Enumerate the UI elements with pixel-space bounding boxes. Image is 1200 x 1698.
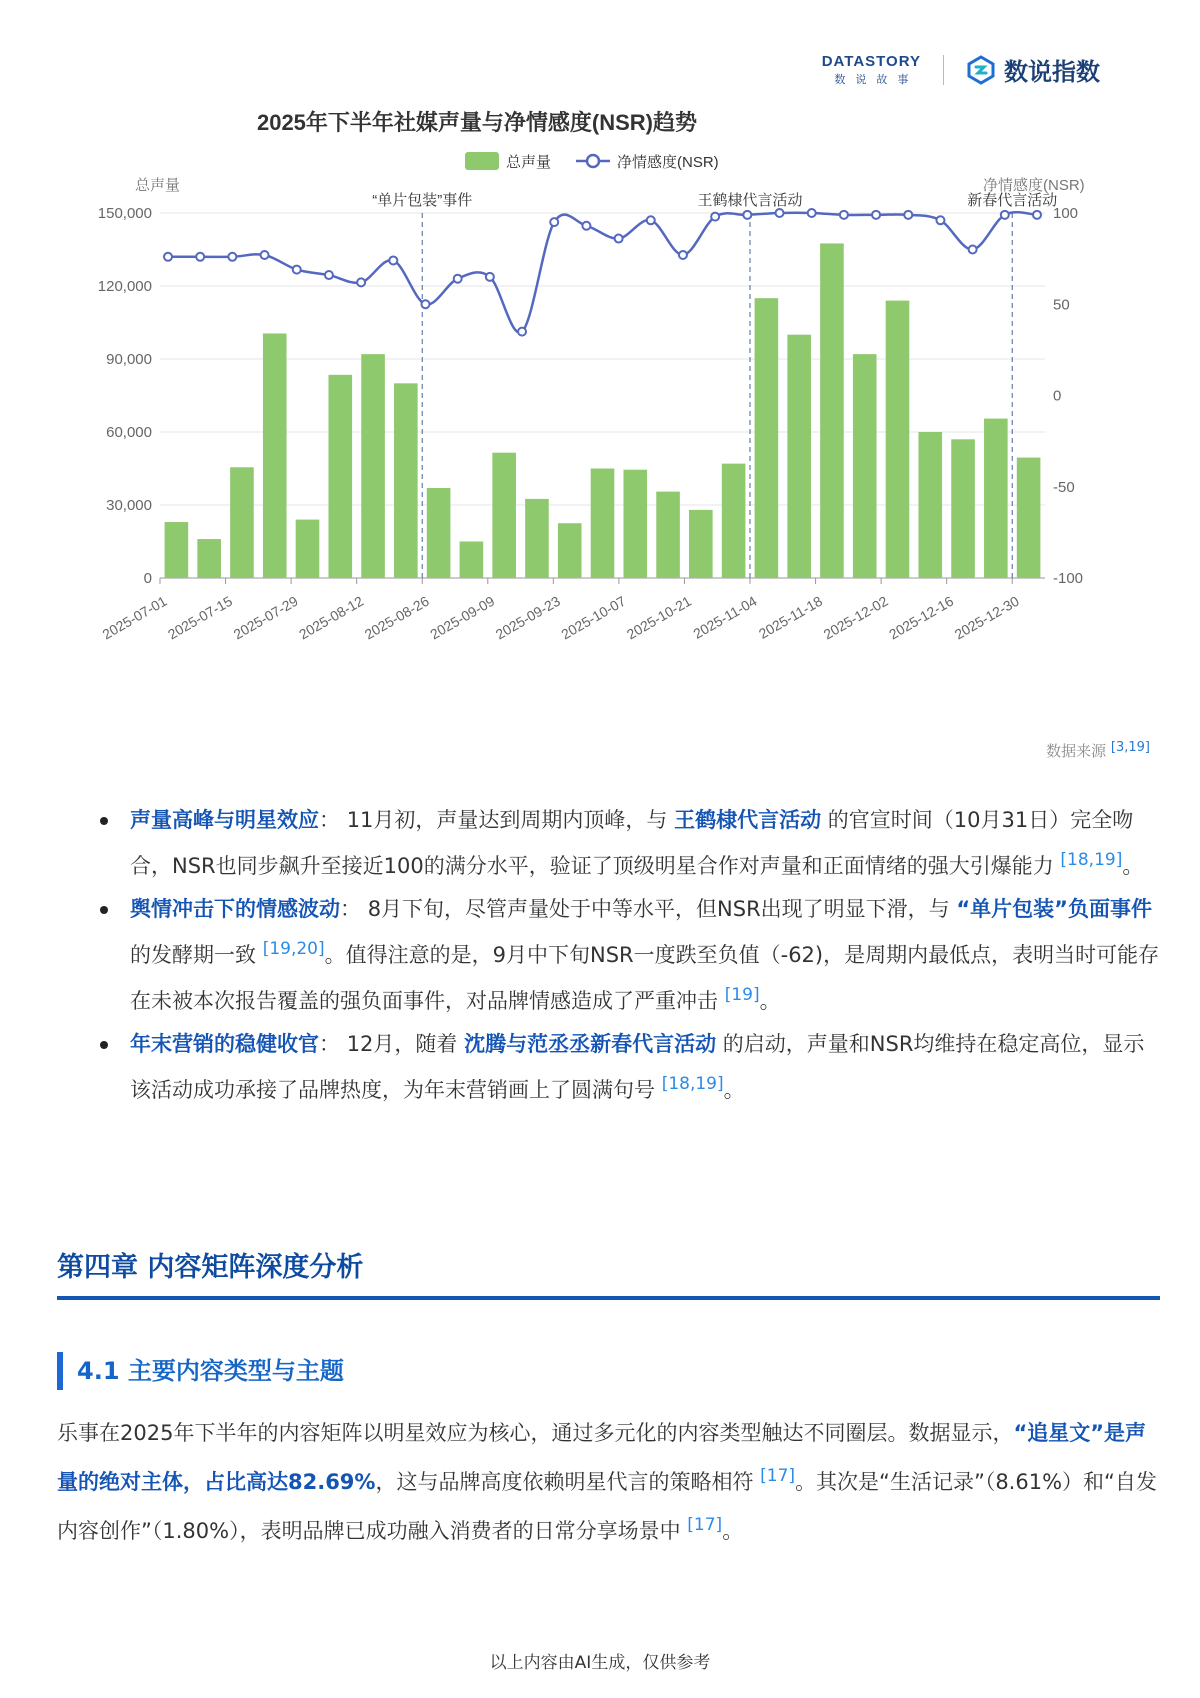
x-tick-label: 2025-08-12 [296,592,367,643]
y-tick-label-left: 60,000 [106,424,152,441]
y-tick-label-left: 0 [143,570,152,587]
bullet-title: 声量高峰与明星效应 [130,808,319,832]
nsr-point [647,216,655,224]
list-item [100,1024,1160,1110]
para-text: ，这与品牌高度依赖明星代言的策略相符 [375,1470,754,1494]
nsr-point [293,266,301,274]
nsr-point [1001,211,1009,219]
nsr-point [518,328,526,336]
bullet-text: 。值得注意的是，9月中下旬NSR一度跌至负值（-62)，是周期内最低点，表明当时可能存在未被本次报告覆盖的强负面事件，对品牌情感造成了严重冲击 [130,943,1160,1013]
nsr-point [1033,211,1041,219]
bullet-text: 。 [759,989,781,1013]
bar [197,539,221,578]
bullet-text: 11月初，声量达到周期内顶峰，与 [346,808,668,832]
x-tick-label: 2025-10-21 [623,592,694,643]
bar [361,354,385,578]
brand-name: 数说指数 [1004,58,1100,86]
nsr-point [454,275,462,283]
brand [966,52,1100,87]
nsr-point [872,211,880,219]
citation-link[interactable]: [19,20] [262,939,325,959]
x-tick-label: 2025-12-02 [820,592,891,643]
x-tick-label: 2025-09-09 [427,592,498,643]
bar [886,301,910,578]
header-divider [943,55,944,85]
bar [951,439,975,578]
y-tick-label-right: 0 [1053,387,1062,405]
nsr-point [164,253,172,261]
bullet-text: 8月下旬，尽管声量处于中等水平，但NSR出现了明显下滑，与 [367,897,950,921]
bar [558,523,582,578]
citation-link[interactable]: [19] [724,985,760,1005]
body-paragraph [57,1412,1162,1553]
bar [623,470,647,578]
bullet-title: 年末营销的稳健收官 [130,1032,319,1056]
para-text: 乐事在2025年下半年的内容矩阵以明星效应为核心，通过多元化的内容类型触达不同圈层。数据显示， [57,1421,1014,1445]
x-tick-label: 2025-10-07 [558,592,629,643]
legend-line-marker [587,155,599,167]
bar [427,488,451,578]
para-text: 。其次是“生活记录”（8.61%）和“自发内容创作”（1.80%），表明品牌已成功融入消费者的日常分享场景中 [57,1470,1157,1543]
chapter-title: 第四章 内容矩阵深度分析 [57,1245,1160,1300]
x-tick-label: 2025-12-16 [886,592,957,643]
bullet-text: 的启动，声量和NSR均维持在稳定高位，显示该活动成功承接了品牌热度，为年末营销画上了圆满句号 [130,1032,1145,1102]
citation-link[interactable]: [18,19] [1060,850,1123,870]
datastory-logo [822,54,921,85]
y-tick-label-right: -100 [1053,570,1084,587]
bullet-sep: ： [319,808,340,832]
brand-logo-icon [966,55,996,85]
source-ref[interactable]: [3,19] [1110,740,1150,755]
bullet-text: 的发酵期一致 [130,943,256,967]
legend-label: 总声量 [506,154,552,171]
legend-bar-swatch [465,152,499,170]
x-tick-label: 2025-07-01 [99,592,170,643]
bar [722,464,746,578]
bar [328,375,352,578]
bar [460,542,484,579]
bullet-sep: ： [340,897,361,921]
nsr-point [582,222,590,230]
nsr-point [196,253,204,261]
bar [165,522,189,578]
nsr-point [969,246,977,254]
data-source [1046,740,1150,761]
x-tick-label: 2025-07-29 [230,592,301,643]
bar [394,383,418,578]
bullet-highlight: “单片包装”负面事件 [956,897,1152,921]
list-item [100,800,1160,886]
footer-disclaimer: 以上内容由AI生成，仅供参考 [489,1653,711,1673]
event-label: 王鹤棣代言活动 [697,192,803,209]
x-tick-label: 2025-11-18 [755,592,826,642]
insight-list [100,800,1160,1113]
nsr-point [711,213,719,221]
source-label: 数据来源 [1046,742,1107,760]
section-title: 4.1 主要内容类型与主题 [77,1357,344,1385]
bar [591,469,615,579]
bar [689,510,713,578]
bar [853,354,877,578]
nsr-point [261,251,269,259]
y-axis-left-title: 总声量 [135,177,181,194]
event-label: “单片包装”事件 [372,192,473,209]
y-axis-right-title: 净情感度(NSR) [983,177,1085,194]
para-highlight: “追星文”是声量的绝对主体，占比高达82.69% [57,1421,1147,1494]
nsr-point [840,211,848,219]
nsr-point [486,273,494,281]
x-tick-label: 2025-07-15 [165,592,236,643]
nsr-point [776,209,784,217]
bar [755,298,779,578]
nsr-point [679,251,687,259]
chart-title: 2025年下半年社媒声量与净情感度(NSR)趋势 [256,110,698,135]
nsr-point [936,216,944,224]
y-tick-label-right: 100 [1053,205,1079,222]
nsr-point [550,218,558,226]
trend-chart-svg [90,105,1160,770]
logo-cn-text: 数说故事 [834,73,919,86]
bar [492,453,516,578]
citation-link[interactable]: [17] [760,1466,796,1486]
nsr-point [421,300,429,308]
y-tick-label-right: -50 [1053,478,1075,496]
citation-link[interactable]: [18,19] [661,1074,724,1094]
nsr-point [808,209,816,217]
bullet-title: 舆情冲击下的情感波动 [130,897,340,921]
nsr-point [389,256,397,264]
y-tick-label-left: 30,000 [106,497,152,514]
legend-label: 净情感度(NSR) [617,154,719,171]
y-tick-label-left: 120,000 [97,278,152,295]
nsr-point [615,235,623,243]
bar [1017,458,1041,578]
bar [918,432,942,578]
x-tick-label: 2025-12-30 [951,592,1022,643]
bullet-text: 的官宣时间（10月31日）完全吻合，NSR也同步飙升至接近100的满分水平，验证了顶级明星合作对声量和正面情绪的强大引爆能力 [130,808,1134,878]
bullet-text: 12月，随着 [346,1032,458,1056]
y-tick-label-right: 50 [1053,296,1070,314]
nsr-point [743,211,751,219]
event-label: 新春代言活动 [967,192,1058,209]
logo-en-text: DATASTORY [821,53,921,70]
x-tick-label: 2025-11-04 [690,592,760,642]
bar [263,333,287,578]
y-tick-label-left: 90,000 [106,351,152,368]
page-header [822,52,1100,87]
bar [984,419,1008,578]
bullet-sep: ： [319,1032,340,1056]
para-text: 。 [722,1519,744,1543]
bullet-text: 。 [723,1078,745,1102]
nsr-point [904,211,912,219]
nsr-point [357,278,365,286]
list-item [100,889,1160,1021]
x-tick-label: 2025-09-23 [492,592,563,643]
bullet-text: 。 [1122,854,1144,878]
nsr-point [325,271,333,279]
trend-chart [90,105,1160,770]
bar [296,520,320,578]
bullet-highlight: 王鹤棣代言活动 [674,808,822,832]
bullet-highlight: 沈腾与范丞丞新春代言活动 [464,1032,717,1056]
nsr-point [228,253,236,261]
bar [820,243,844,578]
bar [525,499,549,578]
x-tick-label: 2025-08-26 [361,592,432,643]
chapter-heading [57,1245,1160,1300]
y-tick-label-left: 150,000 [97,205,152,222]
bar [787,335,811,578]
bar [656,492,680,578]
bar [230,467,254,578]
section-heading [57,1352,344,1390]
citation-link[interactable]: [17] [687,1515,723,1535]
